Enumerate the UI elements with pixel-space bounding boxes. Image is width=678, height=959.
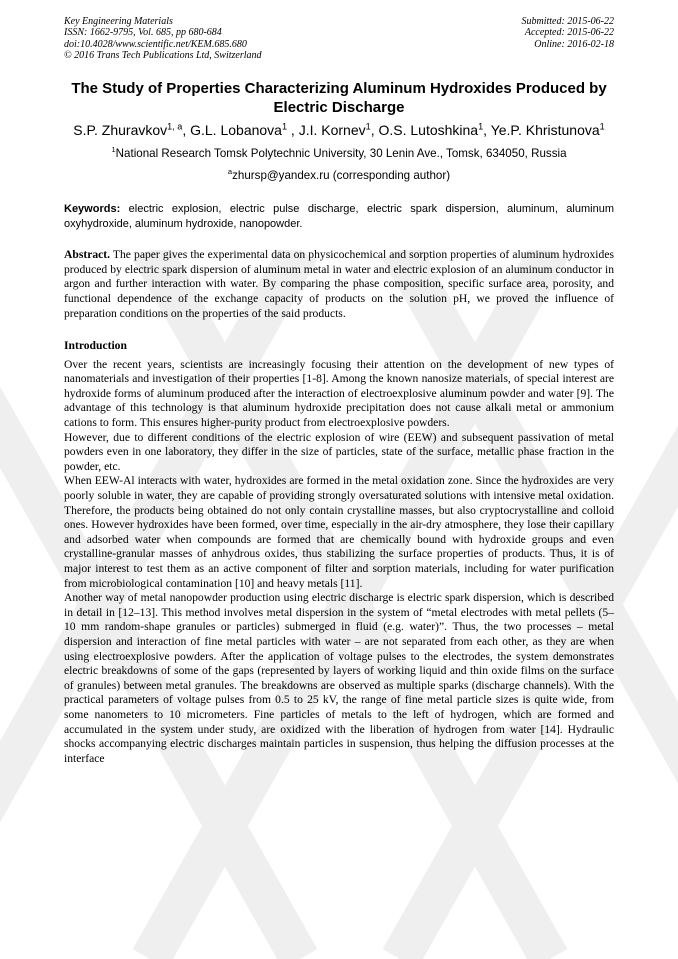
abstract-text: The paper gives the experimental data on physicochemical and sorption properties of aluminum hydroxides produced by electric spark dispersion of aluminum metal in water and electric explosion of an aluminum conductor in argon and further interaction with water. By comparing the phase composition, specific surface area, porosity, and functional dependence of the exchange capacity of products on the solution pH, we proved the influence of preparation conditions on the properties of the said products.	[64, 248, 614, 320]
author: S.P. Zhuravkov$^{1, a}$,	[73, 120, 191, 138]
author: Ye.P. Khristunova$^1$	[490, 120, 605, 138]
doi-line: doi:10.4028/www.scientific.net/KEM.685.680	[64, 38, 247, 50]
author-list	[64, 121, 614, 140]
author: G.L. Lobanova$^1$ ,	[190, 120, 299, 138]
abstract-label: Abstract.	[64, 248, 111, 262]
corresponding-email: $^a$zhursp@yandex.ru (corresponding author)	[227, 167, 451, 183]
body-paragraph: Another way of metal nanopowder production using electric discharge is electric spark dispersion, which is described in detail in [12–13]. This method involves metal dispersion in the system of “metal electrodes with metal pellets (5–10 mm random-shape granules or particles) submerged in fluid (e.g. water)”. Thus, the two processes – metal dispersion and interaction of fine metal particles with water – are not separated from each other, as they are when using electroexplosive powders. After the application of voltage pulses to the electrodes, the system demonstrates electric breakdowns of some of the gaps (represented by layers of working liquid and thin oxide films on the surface of granules) between metal granules. The breakdowns are observed as multiple sparks (discharge channels). With the practical parameters of voltage pulses from 0.5 to 25 kV, the range of fine metal particle sizes is quite wide, from some nanometers to 10 micrometers. Fine particles of metals to the left of hydrogen, which are formed and accumulated in the system under study, are oxidized with the liberation of hydrogen from water [14]. Hydraulic shocks accompanying electric discharges maintain particles in suspension, thus helping the diffusion processes at the interface	[64, 591, 614, 765]
abstract	[64, 248, 614, 321]
keywords-label: Keywords:	[64, 203, 121, 216]
author: O.S. Lutoshkina$^1$,	[378, 120, 491, 138]
dates-info	[522, 16, 615, 62]
section-heading-introduction: Introduction	[64, 339, 127, 353]
body-paragraph: However, due to different conditions of the electric explosion of wire (EEW) and subsequent passivation of metal powders even in one laboratory, they differ in the size of particles, state of the surface, metallic phase fraction in the powder, etc.	[64, 430, 614, 473]
keywords	[64, 202, 614, 231]
paper-title: The Study of Properties Characterizing Aluminum Hydroxides Produced by Electric Discharge	[71, 79, 607, 116]
body-paragraph: Over the recent years, scientists are increasingly focusing their attention on the development of new types of nanomaterials and investigation of their properties [1-8]. Among the known nanosize materials, of special interest are hydroxide forms of aluminum produced after the interaction of electroexplosive aluminum powder and water [9]. The advantage of this technology is that aluminum hydroxide precipitation does not cause alkali metal or ammonium cations to form. This ensures higher-purity product from electroexplosive powders.	[64, 357, 614, 430]
accepted-date: Accepted: 2015-06-22	[524, 27, 614, 39]
journal-info	[64, 16, 262, 62]
submitted-date: Submitted: 2015-06-22	[521, 16, 614, 27]
copyright-line: © 2016 Trans Tech Publications Ltd, Switzerland	[64, 50, 262, 62]
paper-page	[64, 16, 614, 766]
online-date: Online: 2016-02-18	[534, 38, 614, 50]
journal-name: Key Engineering Materials	[64, 16, 173, 27]
issn-line: ISSN: 1662-9795, Vol. 685, pp 680-684	[64, 27, 222, 39]
keywords-text: electric explosion, electric pulse discharge, electric spark dispersion, aluminum, aluminum oxyhydroxide, aluminum hydroxide, nanopowder.	[64, 203, 614, 230]
publication-header	[64, 16, 614, 62]
author: J.I. Kornev$^1$,	[298, 120, 379, 138]
affiliation: $^1$National Research Tomsk Polytechnic University, 30 Lenin Ave., Tomsk, 634050, Russia	[111, 145, 567, 161]
body-paragraph: When EEW-Al interacts with water, hydroxides are formed in the metal oxidation zone. Since the hydroxides are very poorly soluble in water, they are capable of providing strongly oversaturated solutions with intensive metal oxidation. Therefore, the products being obtained do not only contain crystalline masses, but also cryptocrystalline and colloid ones. However hydroxides have been formed, over time, especially in the air-dry atmosphere, they lose their capillary and adsorbed water when compounds are formed that are chemically bound with hydroxide groups and even crystalline-granular masses of anhydrous oxides, thus stabilizing the surface properties of products. Thus, it is of major interest to test them as an active component of filter and sorption materials, including for water purification from microbiological contamination [10] and heavy metals [11].	[64, 474, 614, 590]
